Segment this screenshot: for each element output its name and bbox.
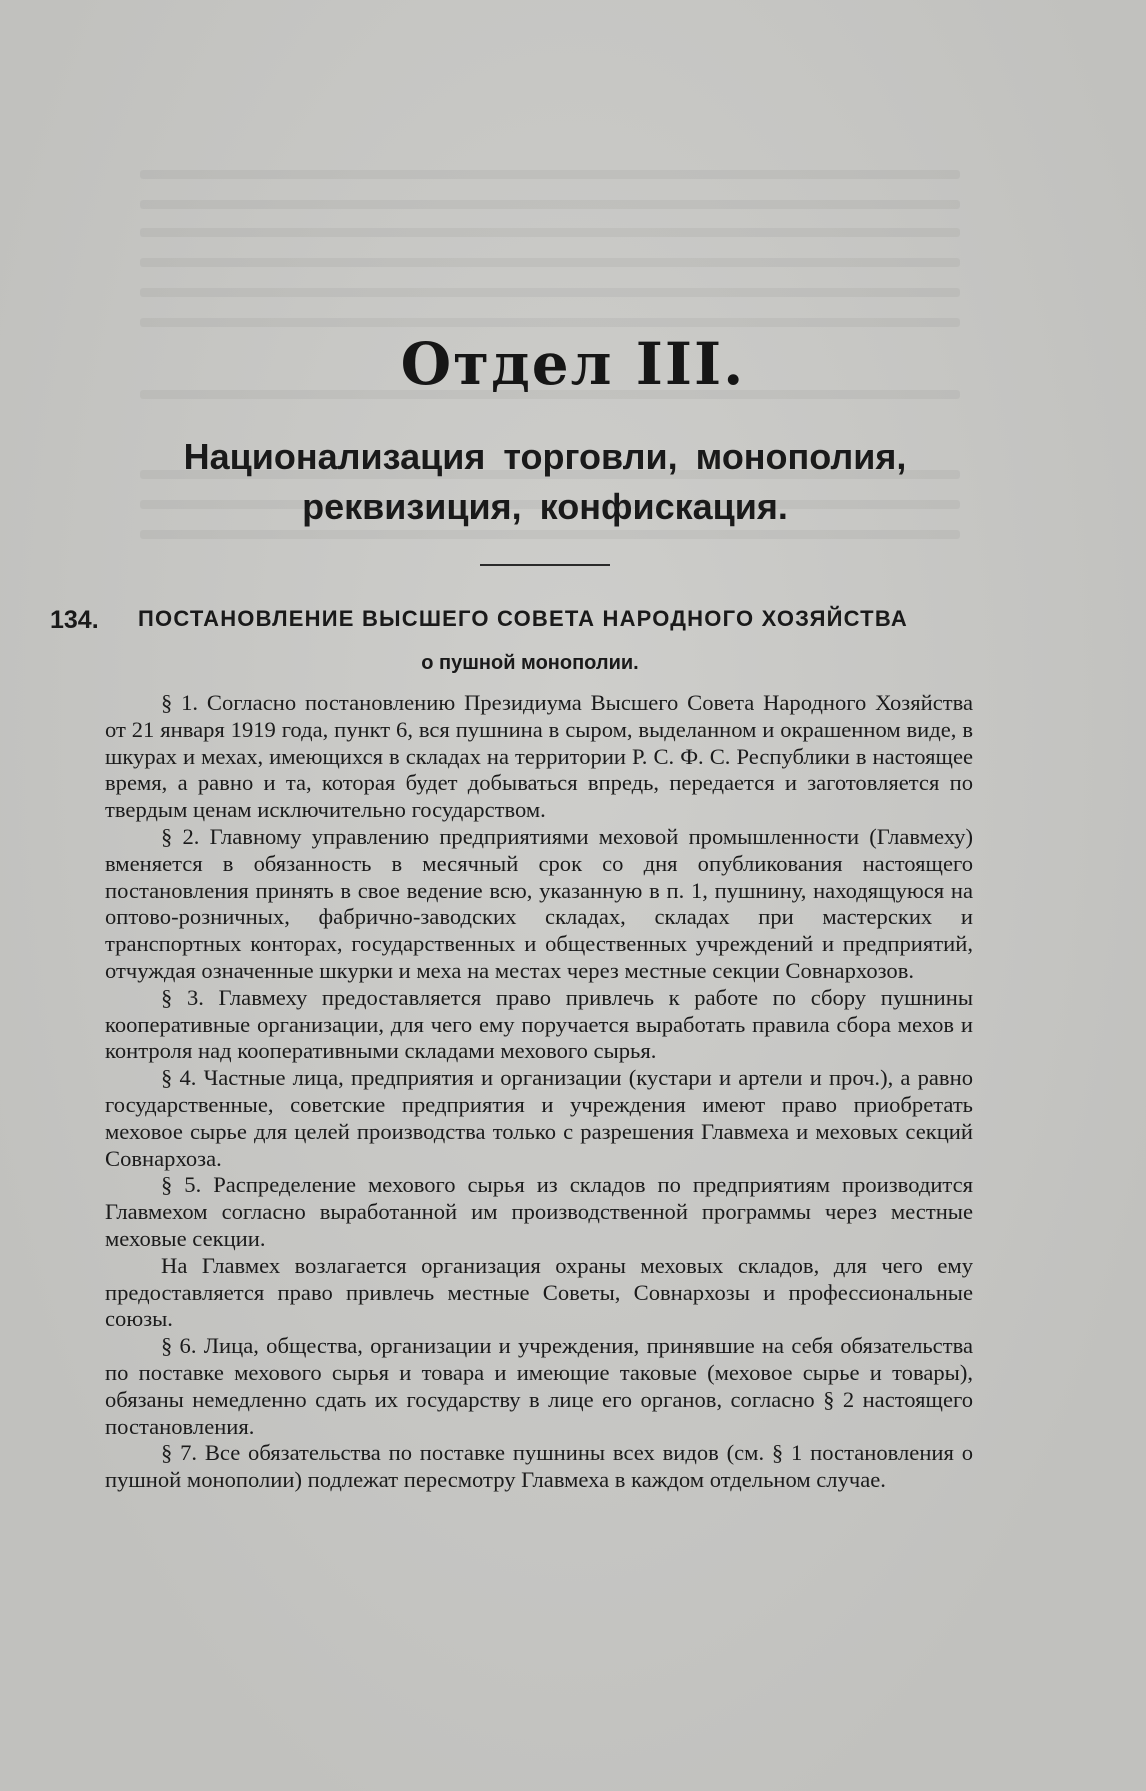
bleed-through-line xyxy=(140,288,960,297)
bleed-through-line xyxy=(140,258,960,267)
document-number: 134. xyxy=(50,606,99,634)
section-subtitle: Национализация торговли, монополия, реквизиция, конфискация. xyxy=(183,436,907,527)
paragraph-5: § 5. Распределение мехового сырья из складов по предприятиям производится Главмехом согласно выработанной им производственной программы через местные меховые секции. xyxy=(105,1172,973,1251)
document-subheading: о пушной монополии. xyxy=(421,652,639,674)
bleed-through-line xyxy=(140,170,960,179)
document-body xyxy=(105,690,973,1494)
document-heading: ПОСТАНОВЛЕНИЕ ВЫСШЕГО СОВЕТА НАРОДНОГО ХОЗЯЙСТВА xyxy=(138,606,908,631)
section-title: Отдел III. xyxy=(400,330,746,398)
paragraph-8: § 7. Все обязательства по поставке пушнины всех видов (см. § 1 постановления о пушной монополии) подлежат пересмотру Главмеха в каждом отдельном случае. xyxy=(105,1440,973,1493)
bleed-through-line xyxy=(140,228,960,237)
bleed-through-line xyxy=(140,318,960,327)
paragraph-2: § 2. Главному управлению предприятиями меховой промышленности (Главмеху) вменяется в обязанность в месячный срок со дня опубликования настоящего постановления принять в свое ведение всю, указанную в п. 1, пушнину, находящуюся на оптово-розничных, фабрично-заводских складах, складах при мастерских и транспортных конторах, государственных и общественных учреждений и предприятий, отчуждая означенные шкурки и меха на местах через местные секции Совнархозов. xyxy=(105,823,973,983)
bleed-through-line xyxy=(140,200,960,209)
paragraph-6: На Главмех возлагается организация охраны меховых складов, для чего ему предоставляется право привлечь местные Советы, Совнархозы и профессиональные союзы. xyxy=(105,1252,973,1332)
paragraph-1: § 1. Согласно постановлению Президиума Высшего Совета Народного Хозяйства от 21 января 1919 года, пункт 6, вся пушнина в сыром, выделанном и окрашенном виде, в шкурах и мехах, имеющихся в складах на территории Р. С. Ф. С. Республики в настоящее время, а равно и та, которая будет добываться впредь, передается и заготовляется по твердым ценам исключительно государством. xyxy=(105,690,973,823)
paragraph-7: § 6. Лица, общества, организации и учреждения, принявшие на себя обязательства по поставке мехового сырья и товара и имеющие таковые (меховое сырье и товары), обязаны немедленно сдать их государству в лице его органов, согласно § 2 настоящего постановления. xyxy=(105,1333,973,1439)
paragraph-4: § 4. Частные лица, предприятия и организации (кустари и артели и проч.), а равно государственные, советские предприятия и учреждения имеют право приобретать меховое сырье для целей производства только с разрешения Главмеха и меховых секций Совнархоза. xyxy=(105,1065,973,1171)
paragraph-3: § 3. Главмеху предоставляется право привлечь к работе по сбору пушнины кооперативные организации, для чего ему поручается выработать правила сбора мехов и контроля над кооперативными складами мехового сырья. xyxy=(105,984,973,1064)
title-divider xyxy=(480,564,610,566)
